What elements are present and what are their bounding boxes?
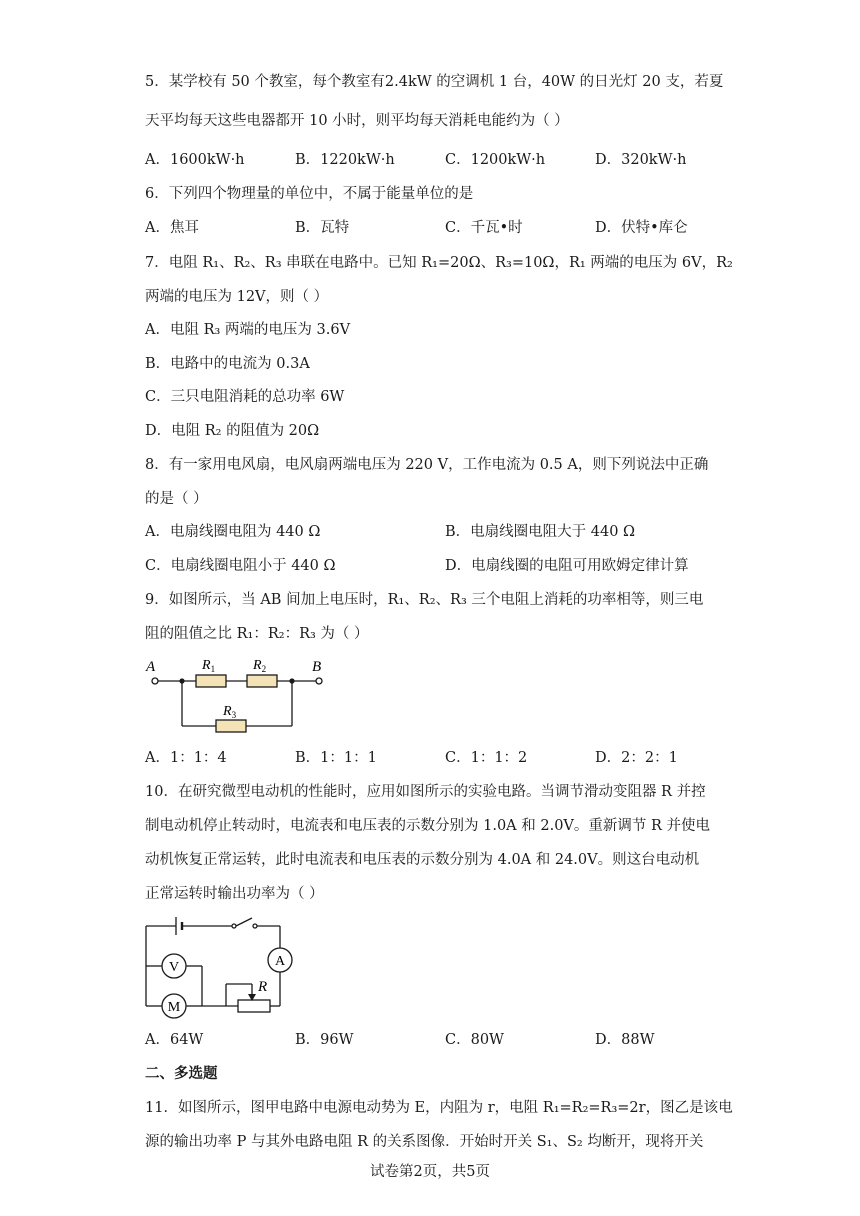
q5-option-c: C．1200kW·h: [445, 152, 546, 168]
q8-option-d: D．电扇线圈的电阻可用欧姆定律计算: [445, 558, 689, 574]
q9-line2: 阻的阻值之比 R₁：R₂：R₃ 为（ ）: [145, 626, 369, 642]
q7-option-b: B．电路中的电流为 0.3A: [145, 356, 310, 372]
q6-option-a: A．焦耳: [145, 220, 199, 236]
q10-line2: 制电动机停止转动时，电流表和电压表的示数分别为 1.0A 和 2.0V。重新调节 R 并使电: [145, 818, 711, 834]
q5-option-b: B．1220kW·h: [295, 152, 395, 168]
q7-line1: 7．电阻 R₁、R₂、R₃ 串联在电路中。已知 R₁=20Ω、R₃=10Ω，R₁ 两端的电压为 6V，R₂: [145, 255, 733, 271]
q5-option-d: D．320kW·h: [595, 152, 687, 168]
q5-option-a: A．1600kW·h: [145, 152, 245, 168]
q11-line2: 源的输出功率 P 与其外电路电阻 R 的关系图像．开始时开关 S₁、S₂ 均断开，现将开关: [145, 1134, 704, 1150]
q10-option-d: D．88W: [595, 1032, 655, 1048]
q8-option-b: B．电扇线圈电阻大于 440 Ω: [445, 524, 636, 540]
q7-option-c: C．三只电阻消耗的总功率 6W: [145, 389, 345, 405]
q9-terminal-a-label: A: [146, 659, 156, 675]
q9-option-b: B．1：1：1: [295, 750, 377, 766]
q9-option-c: C．1：1：2: [445, 750, 528, 766]
q6-option-b: B．瓦特: [295, 220, 350, 236]
q8-option-c: C．电扇线圈电阻小于 440 Ω: [145, 558, 336, 574]
q9-option-d: D．2：2：1: [595, 750, 678, 766]
q10-ammeter-label: A: [274, 954, 286, 969]
q10-option-c: C．80W: [445, 1032, 504, 1048]
q5-line1: 5．某学校有 50 个教室，每个教室有2.4kW 的空调机 1 台，40W 的日光灯 20 支，若夏: [145, 74, 724, 90]
q8-option-a: A．电扇线圈电阻为 440 Ω: [145, 524, 321, 540]
q10-voltmeter-label: V: [168, 960, 180, 975]
q10-option-b: B．96W: [295, 1032, 354, 1048]
q9-terminal-b-label: B: [312, 659, 322, 675]
q8-line1: 8．有一家用电风扇，电风扇两端电压为 220 V，工作电流为 0.5 A，则下列说法中正确: [145, 457, 709, 473]
q11-line1: 11．如图所示，图甲电路中电源电动势为 E，内阻为 r，电阻 R₁=R₂=R₃=2r，图乙是该电: [145, 1100, 733, 1116]
section-title-multiple-choice: 二、多选题: [145, 1065, 218, 1082]
q7-option-d: D．电阻 R₂ 的阻值为 20Ω: [145, 423, 320, 439]
q10-rheostat-label: R: [258, 979, 268, 995]
q7-line2: 两端的电压为 12V，则（ ）: [145, 289, 329, 305]
q9-r3-label: $R_3$: [223, 704, 237, 720]
q10-line3: 动机恢复正常运转，此时电流表和电压表的示数分别为 4.0A 和 24.0V。则这台电动机: [145, 852, 700, 868]
q10-circuit-diagram: [142, 912, 302, 1022]
q5-line2: 天平均每天这些电器都开 10 小时，则平均每天消耗电能约为（ ）: [145, 113, 569, 129]
q9-r2-label: $R_2$: [253, 658, 267, 674]
q9-line1: 9．如图所示，当 AB 间加上电压时，R₁、R₂、R₃ 三个电阻上消耗的功率相等，则三电: [145, 592, 704, 608]
q10-line4: 正常运转时输出功率为（ ）: [145, 886, 324, 902]
q10-line1: 10．在研究微型电动机的性能时，应用如图所示的实验电路。当调节滑动变阻器 R 并控: [145, 784, 706, 800]
q6-line1: 6．下列四个物理量的单位中，不属于能量单位的是: [145, 186, 474, 202]
page-footer: 试卷第2页，共5页: [370, 1164, 490, 1180]
q10-option-a: A．64W: [145, 1032, 204, 1048]
q9-option-a: A．1：1：4: [145, 750, 227, 766]
q10-motor-label: M: [167, 1000, 181, 1015]
q6-option-c: C．千瓦•时: [445, 220, 523, 236]
q7-option-a: A．电阻 R₃ 两端的电压为 3.6V: [145, 322, 351, 338]
q9-r1-label: $R_1$: [202, 658, 216, 674]
q6-option-d: D．伏特•库仑: [595, 220, 688, 236]
q9-circuit-diagram: [140, 652, 340, 742]
q8-line2: 的是（ ）: [145, 491, 208, 507]
